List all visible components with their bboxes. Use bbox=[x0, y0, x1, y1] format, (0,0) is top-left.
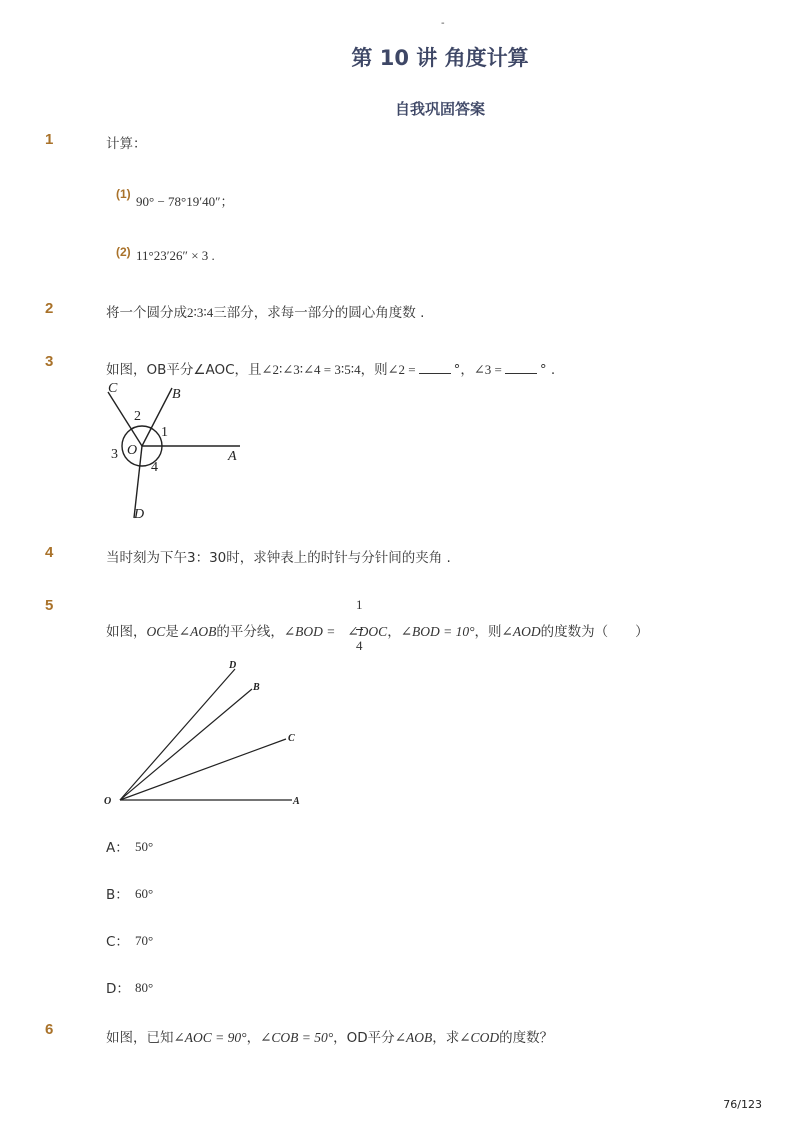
question-5-text-b: 是 bbox=[165, 624, 179, 640]
ray-oc bbox=[120, 739, 286, 800]
question-4-text: 当时刻为下午3：30时，求钟表上的时针与分针间的夹角 . bbox=[106, 550, 451, 566]
choice-c-letter[interactable]: C： bbox=[106, 934, 129, 950]
question-2-text-b: 三部分，求每一部分的圆心角度数 . bbox=[213, 305, 425, 321]
label-d: D bbox=[229, 660, 237, 671]
choice-c-value[interactable]: 70° bbox=[135, 933, 154, 948]
label-b: B bbox=[172, 387, 181, 402]
question-3-ask-1: ∠2 = bbox=[387, 362, 416, 377]
ray-ob bbox=[120, 689, 252, 800]
question-5-text bbox=[106, 620, 649, 640]
question-6-aob: ∠AOB bbox=[394, 1030, 433, 1045]
question-3-ask-2: ∠3 = bbox=[473, 362, 502, 377]
question-6-text bbox=[106, 1026, 553, 1046]
question-5-bod-2: ∠BOD = 10° bbox=[400, 624, 475, 639]
question-3-deg: °， bbox=[453, 362, 474, 378]
label-angle-2: 2 bbox=[134, 409, 141, 424]
question-2-text-a: 将一个圆分成 bbox=[106, 305, 187, 321]
question-3-text bbox=[106, 358, 555, 378]
label-angle-1: 1 bbox=[161, 425, 168, 440]
label-a: A bbox=[293, 796, 300, 807]
question-6-text-d: 的度数？ bbox=[499, 1030, 554, 1046]
choice-d-value[interactable]: 80° bbox=[135, 980, 154, 995]
question-6-cod: ∠COD bbox=[459, 1030, 500, 1045]
question-5-figure bbox=[100, 655, 310, 815]
question-5-aob: ∠AOB bbox=[178, 624, 217, 639]
question-number-5: 5 bbox=[45, 597, 54, 614]
choice-a-value[interactable]: 50° bbox=[135, 839, 154, 854]
choice-b-letter[interactable]: B： bbox=[106, 887, 129, 903]
question-5-aod: ∠AOD bbox=[501, 624, 541, 639]
question-6-sep: ， bbox=[246, 1030, 261, 1046]
label-o: O bbox=[127, 443, 138, 458]
page-number: 76/123 bbox=[723, 1098, 762, 1111]
question-1-sub-2-expr: 11°23′26″ × 3 . bbox=[136, 248, 215, 263]
question-3-figure bbox=[100, 380, 250, 520]
question-3-text-b: ，则 bbox=[360, 362, 388, 378]
question-5-doc: ∠DOC bbox=[347, 624, 388, 639]
question-5-text-e: ，则 bbox=[474, 624, 502, 640]
label-angle-4: 4 bbox=[151, 460, 158, 475]
question-6-cob: ∠COB = 50° bbox=[260, 1030, 334, 1045]
question-5-oc: OC bbox=[146, 624, 166, 639]
fraction-numerator: 1 bbox=[356, 597, 363, 612]
question-1-sub-1-expr: 90° − 78°19′40″； bbox=[136, 194, 234, 209]
label-c: C bbox=[288, 733, 295, 744]
question-6-text-a: 如图，已知 bbox=[106, 1030, 174, 1046]
question-2-text bbox=[106, 301, 424, 321]
question-5-text-f: 的度数为（ ） bbox=[540, 624, 649, 640]
question-number-6: 6 bbox=[45, 1021, 54, 1038]
answer-blank-1 bbox=[419, 361, 451, 374]
question-1-sub-2-label: (2) bbox=[116, 245, 131, 259]
choice-a-letter[interactable]: A： bbox=[106, 840, 129, 856]
label-o: O bbox=[104, 796, 112, 807]
fraction-denominator: 4 bbox=[356, 638, 363, 653]
question-1-text: 计算： bbox=[106, 136, 147, 152]
question-5-text-d: ， bbox=[387, 624, 401, 640]
question-number-2: 2 bbox=[45, 300, 54, 317]
question-5-text-c: 的平分线， bbox=[216, 624, 284, 640]
question-5-bod: ∠BOD = bbox=[283, 624, 336, 639]
question-3-text-a: 如图，OB平分∠AOC，且 bbox=[106, 362, 262, 378]
page-title: 第 10 讲 角度计算 bbox=[351, 46, 529, 70]
label-b: B bbox=[253, 682, 260, 693]
question-number-3: 3 bbox=[45, 353, 54, 370]
answer-blank-2 bbox=[505, 361, 537, 374]
question-6-aoc: ∠AOC = 90° bbox=[173, 1030, 247, 1045]
header-dash: - bbox=[441, 18, 445, 29]
question-3-end: ° . bbox=[539, 362, 556, 378]
page-subtitle: 自我巩固答案 bbox=[394, 100, 485, 118]
question-number-1: 1 bbox=[45, 131, 54, 148]
choice-b-value[interactable]: 60° bbox=[135, 886, 154, 901]
question-5-text-a: 如图， bbox=[106, 624, 147, 640]
question-6-text-b: ，OD平分 bbox=[333, 1030, 395, 1046]
question-6-text-c: ，求 bbox=[432, 1030, 460, 1046]
ray-od bbox=[120, 669, 235, 800]
label-a: A bbox=[228, 449, 237, 464]
label-d: D bbox=[134, 507, 145, 520]
choice-d-letter[interactable]: D： bbox=[106, 981, 130, 997]
question-1-sub-1-label: (1) bbox=[116, 187, 131, 201]
label-angle-3: 3 bbox=[111, 447, 118, 462]
label-c: C bbox=[108, 381, 118, 396]
question-3-ratio: ∠2∶∠3∶∠4 = 3∶5∶4 bbox=[261, 362, 361, 377]
question-number-4: 4 bbox=[45, 544, 54, 561]
question-2-ratio: 2∶3∶4 bbox=[187, 305, 214, 320]
